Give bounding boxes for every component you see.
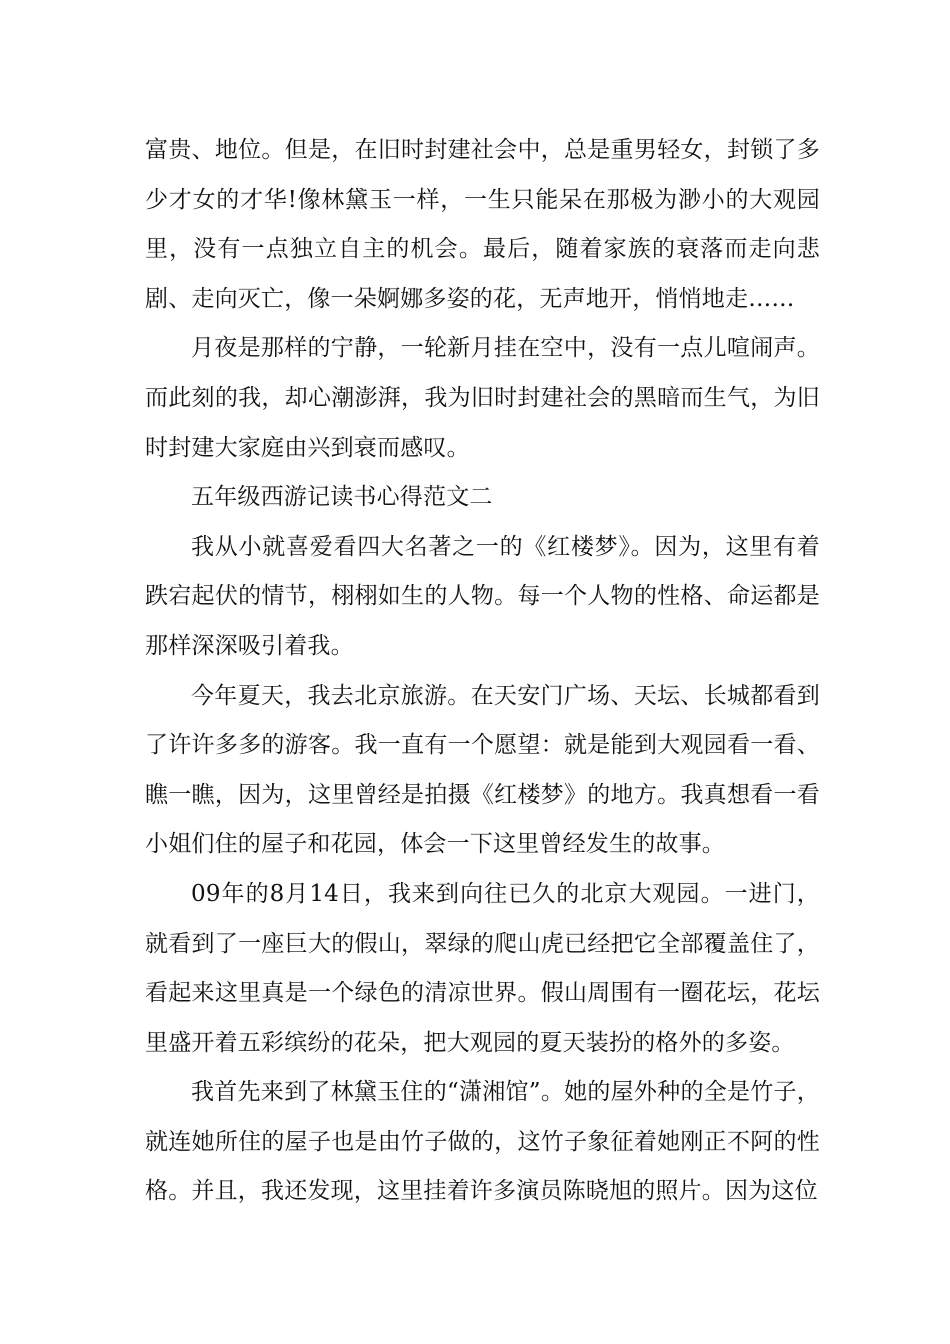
- paragraph-moon-night: 月夜是那样的宁静，一轮新月挂在空中，没有一点儿喧闹声。而此刻的我，却心潮澎湃，我为旧时封建社会的黑暗而生气，为旧时封建大家庭由兴到衰而感叹。: [145, 335, 820, 461]
- paragraph-grand-view-garden: 09年的8月14日，我来到向往已久的北京大观园。一进门，就看到了一座巨大的假山，翠绿的爬山虎已经把它全部覆盖住了，看起来这里真是一个绿色的清凉世界。假山周围有一圈花坛，花坛里盛开着五彩缤纷的花朵，把大观园的夏天装扮的格外的多姿。: [145, 880, 820, 1056]
- paragraph-xiaoxiang-hall: 我首先来到了林黛玉住的“潇湘馆”。她的屋外种的全是竹子，就连她所住的屋子也是由竹子做的，这竹子象征着她刚正不阿的性格。并且，我还发现，这里挂着许多演员陈晓旭的照片。因为这位: [145, 1079, 820, 1205]
- document-body: [145, 126, 820, 1217]
- paragraph-continuation: 富贵、地位。但是，在旧时封建社会中，总是重男轻女，封锁了多少才女的才华!像林黛玉一样，一生只能呆在那极为渺小的大观园里，没有一点独立自主的机会。最后，随着家族的衰落而走向悲剧、走向灭亡，像一朵婀娜多姿的花，无声地开，悄悄地走……: [145, 137, 820, 312]
- paragraph-intro: 我从小就喜爱看四大名著之一的《红楼梦》。因为，这里有着跌宕起伏的情节，栩栩如生的人物。每一个人物的性格、命运都是那样深深吸引着我。: [145, 533, 820, 659]
- section-heading: 五年级西游记读书心得范文二: [191, 484, 493, 511]
- paragraph-summer-trip: 今年夏天，我去北京旅游。在天安门广场、天坛、长城都看到了许许多多的游客。我一直有一个愿望：就是能到大观园看一看、瞧一瞧，因为，这里曾经是拍摄《红楼梦》的地方。我真想看一看小姐们住的屋子和花园，体会一下这里曾经发生的故事。: [145, 682, 820, 858]
